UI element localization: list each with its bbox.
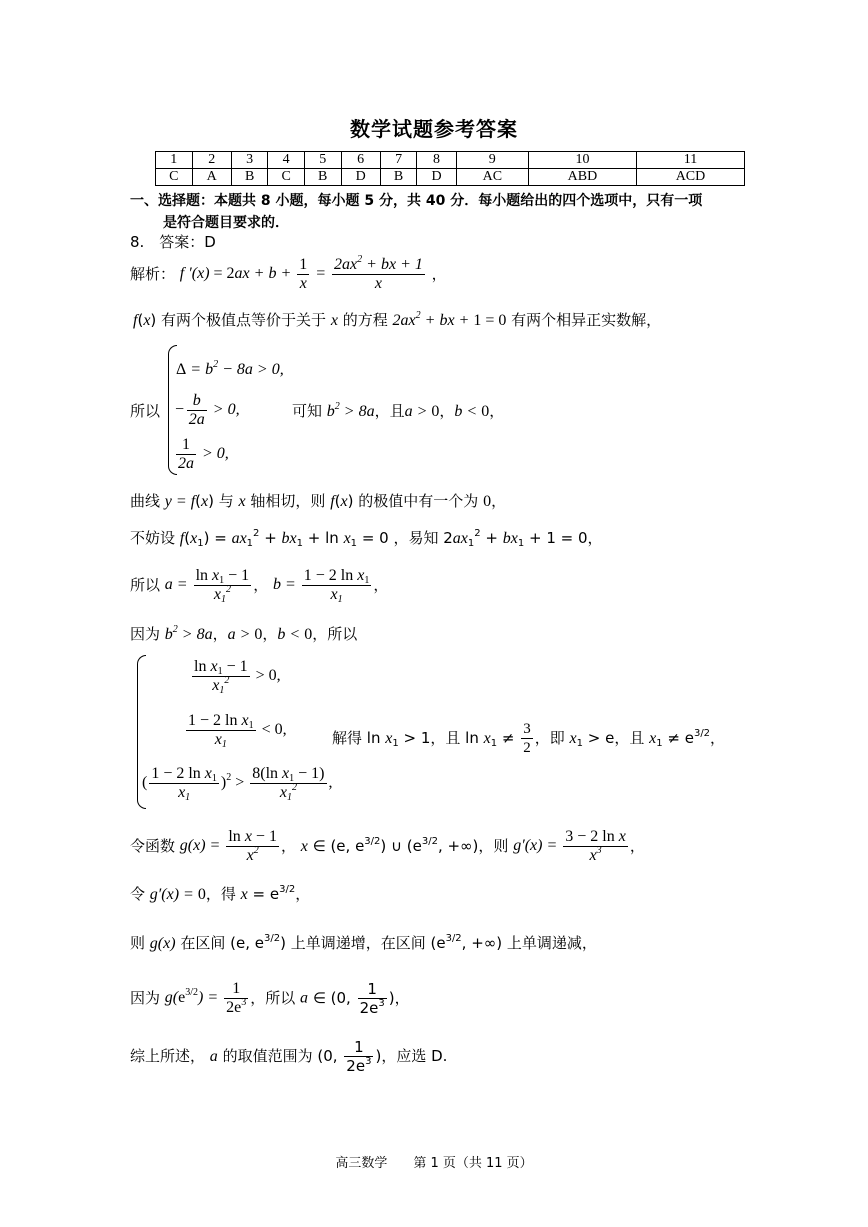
formula: ( $\frac{1 - 2 \ln x_1}{x_1}$ )$^2$ > $\frac{8(\ln x_1 - 1)}{x_1^2}$ , <box>142 765 333 803</box>
page-title: 数学试题参考答案 <box>350 117 518 141</box>
table-cell: C <box>156 169 193 186</box>
text: 解得 <box>332 729 363 747</box>
table-cell: C <box>268 169 305 186</box>
text: 上单调递减， <box>506 934 597 952</box>
text: ，且 <box>430 729 461 747</box>
formula: $\frac{1}{2a}$ > 0, <box>178 436 229 472</box>
text: 因为 <box>130 989 161 1007</box>
section-heading: 一、选择题：本题共 8 小题，每小题 5 分，共 40 分．每小题给出的四个选项中，只有一项 <box>130 193 703 209</box>
table-cell: 11 <box>636 152 744 169</box>
text: 则 <box>130 934 146 952</box>
table-cell: 10 <box>528 152 636 169</box>
text: 有两个极值点等价于关于 <box>161 311 327 329</box>
text: 令 <box>130 885 146 903</box>
text: ，应选 D. <box>381 1047 448 1065</box>
formula: $\frac{\ln x_1 - 1}{x_1^2}$ > 0, <box>194 658 281 696</box>
define-g-line: 令函数 g(x) = $\frac{\text{ln x − 1}}{x^2}$ ， x ∈ (e, $e^{3/2}$) ∪ ($e^{3/2}$, +∞)，则 g′(x) = $\frac{\text{3 − 2 ln x}}{x^3}$ ， <box>130 828 645 864</box>
solution-derivative: 解析： f ′(x) = 2ax + b + $\frac{1}{x}$ = $\frac{2ax^2 + bx + 1}{x}$ ， <box>130 254 447 292</box>
text: 不妨设 <box>130 529 176 547</box>
table-cell: A <box>192 169 231 186</box>
text: 与 <box>218 492 234 510</box>
text: ，即 <box>534 729 565 747</box>
monotonic-line: 则 g(x) 在区间 (e, $e^{3/2}$) 上单调递增，在区间 ($e^{3/2}$, +∞) 上单调递减， <box>130 933 597 952</box>
table-cell: 3 <box>231 152 268 169</box>
critical-point-line: 令 g′(x) = 0，得 $x = e^{3/2}$， <box>130 884 311 903</box>
text: 的方程 <box>342 311 388 329</box>
because-line: 因为 $b^2 > 8a$，a > 0，b < 0，所以 <box>130 624 358 643</box>
text: 令函数 <box>130 837 176 855</box>
text: 所以 <box>130 576 161 594</box>
answer-table <box>155 151 745 186</box>
text: ，得 <box>205 885 236 903</box>
table-cell: 4 <box>268 152 305 169</box>
answer-line: 8. 答案：D <box>130 233 216 251</box>
ab-expression: 所以 a = $\frac{\ln x_1 - 1}{x_1^2}$ ， b = $\frac{1 - 2 \ln x_1}{x_1}$ ， <box>130 567 389 605</box>
text: ，且 <box>614 729 645 747</box>
text: 可知 <box>292 402 323 420</box>
text: 的取值范围为 <box>222 1047 313 1065</box>
tangent-line: 曲线 y = f(x) 与 x 轴相切，则 f(x) 的极值中有一个为 0， <box>130 492 507 510</box>
text: ，所以 <box>250 989 296 1007</box>
conclusion-line: 综上所述， a 的取值范围为 (0, $\frac{1}{2e^3}$ )，应选 D. <box>130 1038 448 1075</box>
text: 的极值中有一个为 <box>358 492 479 510</box>
label: 所以 <box>130 402 161 420</box>
label: 解析： <box>130 265 176 283</box>
table-cell: AC <box>456 169 528 186</box>
formula: $\frac{1 - 2 \ln x_1}{x_1}$ < 0, <box>188 712 287 750</box>
formula: − $\frac{b}{2a}$ > 0, <box>174 392 240 428</box>
assume-line: 不妨设 $f(x_1) = ax_1^2 + bx_1 + \ln x_1 = 0$ ，易知 $2ax_1^2 + bx_1 + 1 = 0$， <box>130 528 603 549</box>
table-cell: 6 <box>341 152 380 169</box>
table-cell: D <box>417 169 456 186</box>
text: 轴相切，则 <box>250 492 326 510</box>
table-cell: 1 <box>156 152 193 169</box>
formula: $\Delta = b^2 - 8a > 0$, <box>176 359 284 378</box>
table-cell: B <box>231 169 268 186</box>
text: ，所以 <box>312 625 358 643</box>
table-cell: ACD <box>636 169 744 186</box>
text: 因为 <box>130 625 161 643</box>
condition-line: f(x) 有两个极值点等价于关于 x 的方程 $2ax^2$ + bx + 1 = 0 有两个相异正实数解， <box>133 310 662 329</box>
formula: f ′(x) = 2ax + b + $\frac{1}{x}$ = $\frac{2ax^2 + bx + 1}{x}$ <box>179 254 423 292</box>
text: 曲线 <box>130 492 161 510</box>
max-value-line: 因为 $g(e^{3/2})$ = $\frac{1}{2e^3}$ ，所以 a ∈ (0, $\frac{1}{2e^3}$ )， <box>130 980 410 1017</box>
table-cell: ABD <box>528 169 636 186</box>
text: ，易知 <box>393 529 439 547</box>
section-heading-cont: 是符合题目要求的． <box>163 215 289 231</box>
table-cell: 2 <box>192 152 231 169</box>
text: ， <box>439 402 455 420</box>
text: ，则 <box>478 837 509 855</box>
text: 综上所述， <box>130 1047 206 1065</box>
text: 在区间 <box>180 934 226 952</box>
table-cell: B <box>380 169 417 186</box>
table-cell: 9 <box>456 152 528 169</box>
text: 上单调递增，在区间 <box>290 934 426 952</box>
table-cell: D <box>341 169 380 186</box>
answer-table-answer-row <box>156 169 745 186</box>
text: ，且 <box>374 402 405 420</box>
text: 有两个相异正实数解， <box>511 311 662 329</box>
table-cell: 5 <box>304 152 341 169</box>
table-cell: 7 <box>380 152 417 169</box>
table-cell: B <box>304 169 341 186</box>
answer-table-number-row <box>156 152 745 169</box>
page-footer: 高三数学 第 1 页（共 11 页） <box>335 1156 533 1171</box>
table-cell: 8 <box>417 152 456 169</box>
inference-line: 可知 $b^2 > 8a$，且a > 0，b < 0， <box>292 401 505 420</box>
solve-line: 解得 $\ln x_1 > 1$，且 $\ln x_1$ ≠ $\frac{3}{2}$ ，即 $x_1 > e$，且 $x_1 \ne e^{3/2}$， <box>332 721 726 756</box>
